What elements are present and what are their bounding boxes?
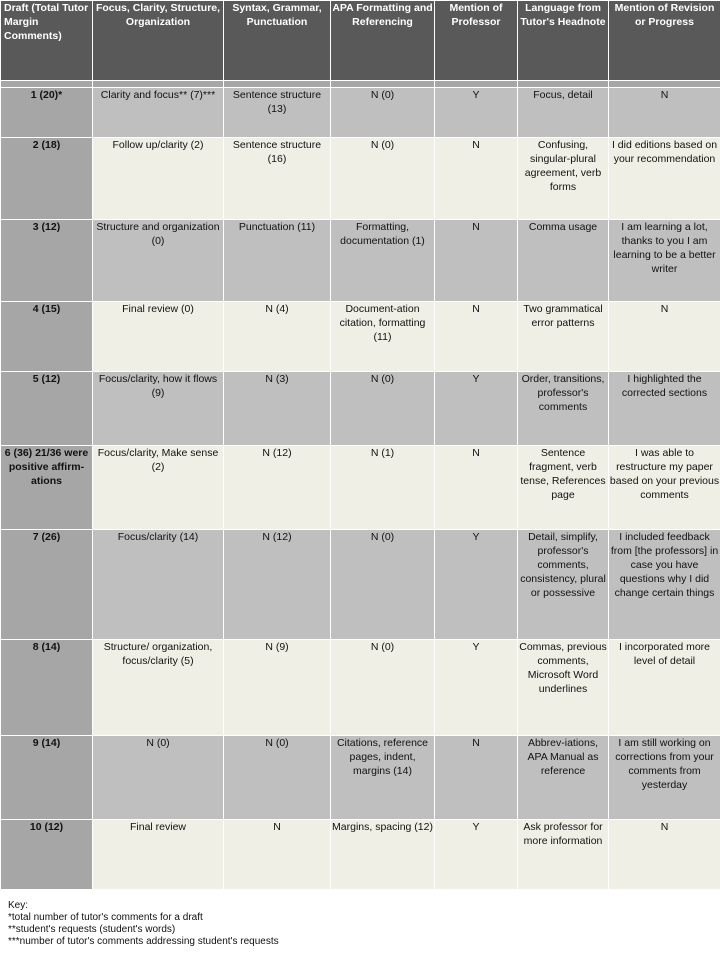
table-row [1,302,720,372]
cell-professor: N [435,446,518,530]
table-row [1,138,720,220]
table-row [1,736,720,820]
table-row [1,446,720,530]
cell-syntax: N (4) [224,302,331,372]
cell-focus: Clarity and focus** (7)*** [93,88,224,138]
table-row [1,372,720,446]
cell-syntax: N (0) [224,736,331,820]
cell-focus: Final review (0) [93,302,224,372]
cell-apa: Margins, spacing (12) [331,820,435,890]
header-syntax: Syntax, Grammar, Punctuation [224,1,331,81]
cell-headnote: Focus, detail [518,88,609,138]
header-headnote: Language from Tutor's Headnote [518,1,609,81]
cell-apa: N (0) [331,530,435,640]
cell-revision: I included feedback from [the professors] in case you have questions why I did change certain things [609,530,720,640]
cell-professor: N [435,302,518,372]
cell-revision: I highlighted the corrected sections [609,372,720,446]
cell-draft: 5 (12) [1,372,93,446]
cell-professor: Y [435,88,518,138]
table-row [1,820,720,890]
cell-revision: I am learning a lot, thanks to you I am learning to be a better writer [609,220,720,302]
cell-professor: Y [435,820,518,890]
cell-focus: Focus/clarity (14) [93,530,224,640]
header-draft: Draft (Total Tutor Margin Comments) [1,1,93,81]
cell-syntax: Punctuation (11) [224,220,331,302]
cell-syntax: N (9) [224,640,331,736]
cell-syntax: Sentence structure (13) [224,88,331,138]
cell-draft: 10 (12) [1,820,93,890]
cell-apa: Citations, reference pages, indent, margins (14) [331,736,435,820]
cell-revision: I did editions based on your recommendation [609,138,720,220]
header-apa: APA Formatting and Referencing [331,1,435,81]
cell-focus: Focus/clarity, Make sense (2) [93,446,224,530]
cell-revision: N [609,88,720,138]
cell-apa: N (0) [331,640,435,736]
cell-apa: N (1) [331,446,435,530]
key-line: **student's requests (student's words) [8,924,176,935]
cell-apa: N (0) [331,138,435,220]
cell-focus: Final review [93,820,224,890]
header-focus: Focus, Clarity, Structure, Organization [93,1,224,81]
cell-headnote: Confusing, singular-plural agreement, verb forms [518,138,609,220]
table-row [1,530,720,640]
table-row [1,88,720,138]
table-row [1,640,720,736]
cell-professor: Y [435,372,518,446]
cell-revision: I am still working on corrections from your comments from yesterday [609,736,720,820]
cell-headnote: Abbrev-iations, APA Manual as reference [518,736,609,820]
cell-apa: Document-ation citation, formatting (11) [331,302,435,372]
cell-professor: N [435,220,518,302]
header-spacer [1,81,720,88]
cell-draft: 2 (18) [1,138,93,220]
cell-syntax: N (12) [224,446,331,530]
cell-syntax: N (12) [224,530,331,640]
cell-draft: 6 (36) 21/36 were positive affirm-ations [1,446,93,530]
cell-revision: N [609,302,720,372]
cell-focus: N (0) [93,736,224,820]
cell-headnote: Comma usage [518,220,609,302]
cell-focus: Structure/ organization, focus/clarity (5) [93,640,224,736]
cell-apa: N (0) [331,88,435,138]
key-line: *total number of tutor's comments for a draft [8,912,203,923]
key-title: Key: [8,900,29,911]
cell-apa: Formatting, documentation (1) [331,220,435,302]
cell-headnote: Commas, previous comments, Microsoft Word underlines [518,640,609,736]
cell-focus: Structure and organization (0) [93,220,224,302]
cell-professor: N [435,138,518,220]
cell-draft: 3 (12) [1,220,93,302]
header-revision: Mention of Revision or Progress [609,1,720,81]
cell-syntax: N (3) [224,372,331,446]
cell-headnote: Ask professor for more information [518,820,609,890]
header-row [1,1,720,81]
cell-draft: 7 (26) [1,530,93,640]
cell-revision: I was able to restructure my paper based on your previous comments [609,446,720,530]
cell-draft: 4 (15) [1,302,93,372]
cell-revision: I incorporated more level of detail [609,640,720,736]
cell-apa: N (0) [331,372,435,446]
cell-headnote: Two grammatical error patterns [518,302,609,372]
cell-revision: N [609,820,720,890]
cell-syntax: N [224,820,331,890]
table-row [1,220,720,302]
cell-headnote: Detail, simplify, professor's comments, consistency, plural or possessive [518,530,609,640]
table-key [8,900,279,948]
key-line: ***number of tutor's comments addressing student's requests [8,936,279,947]
cell-focus: Follow up/clarity (2) [93,138,224,220]
cell-focus: Focus/clarity, how it flows (9) [93,372,224,446]
cell-headnote: Sentence fragment, verb tense, References page [518,446,609,530]
cell-draft: 9 (14) [1,736,93,820]
header-professor: Mention of Professor [435,1,518,81]
cell-headnote: Order, transitions, professor's comments [518,372,609,446]
cell-syntax: Sentence structure (16) [224,138,331,220]
cell-draft: 8 (14) [1,640,93,736]
cell-professor: Y [435,640,518,736]
cell-draft: 1 (20)* [1,88,93,138]
cell-professor: Y [435,530,518,640]
cell-professor: N [435,736,518,820]
